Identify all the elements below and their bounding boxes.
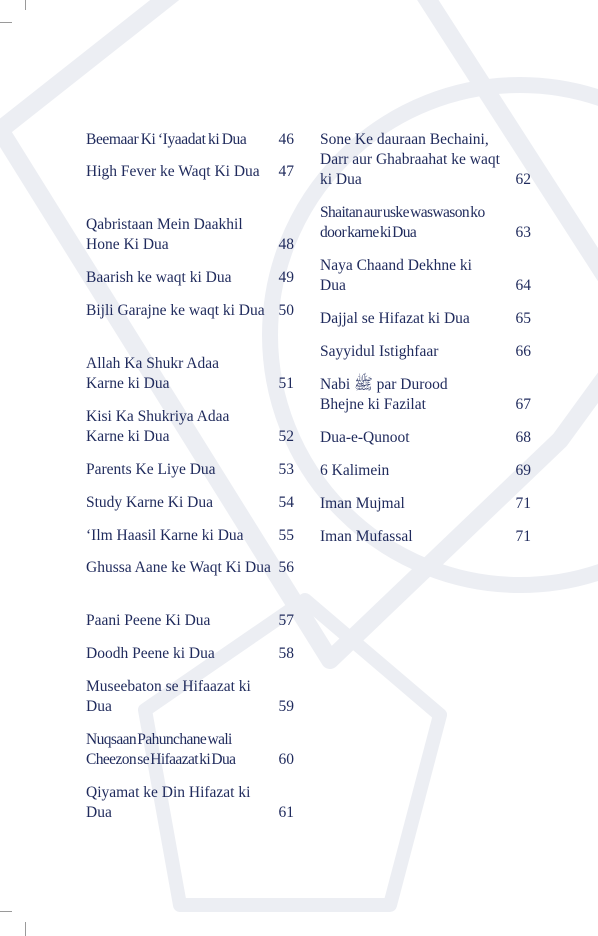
toc-entry-title: Parents Ke Liye Dua — [86, 461, 216, 478]
toc-entry[interactable] — [86, 730, 294, 770]
toc-entry-title: Dua-e-Qunoot — [320, 429, 410, 446]
toc-entry[interactable] — [86, 644, 294, 664]
toc-entry-title: Shaitan aur uske waswason ko door karne ki Dua — [320, 204, 485, 241]
toc-entry-title: Doodh Peene ki Dua — [86, 645, 215, 662]
toc-entry-title: Museebaton se Hifaazat ki Dua — [86, 678, 251, 715]
toc-entry-page-number: 68 — [515, 429, 531, 446]
toc-entry-title: Qiyamat ke Din Hifazat ki Dua — [86, 784, 251, 821]
toc-entry-page-number: 54 — [278, 494, 294, 511]
toc-entry[interactable] — [320, 527, 531, 547]
toc-entry-title: Naya Chaand Dekhne ki Dua — [320, 257, 472, 294]
toc-entry[interactable] — [320, 461, 531, 481]
toc-entry[interactable] — [320, 375, 531, 415]
toc-entry-title: 6 Kalimein — [320, 462, 390, 479]
toc-entry-page-number: 46 — [278, 131, 294, 148]
toc-entry[interactable] — [320, 130, 531, 190]
toc-entry-title: Paani Peene Ki Dua — [86, 612, 211, 629]
toc-entry-page-number: 50 — [278, 302, 294, 319]
toc-entry-page-number: 55 — [278, 527, 294, 544]
toc-entry[interactable] — [86, 130, 294, 150]
toc-entry[interactable] — [86, 215, 294, 255]
toc-entry-title: Nuqsaan Pahunchane wali Cheezon se Hifaazat ki Dua — [86, 731, 236, 768]
toc-entry-page-number: 59 — [278, 698, 294, 715]
toc-entry-page-number: 66 — [515, 343, 531, 360]
toc-entry[interactable] — [86, 783, 294, 823]
toc-entry[interactable] — [86, 460, 294, 480]
toc-entry-page-number: 47 — [278, 163, 294, 180]
toc-entry[interactable] — [320, 309, 531, 329]
toc-entry-page-number: 71 — [515, 495, 531, 512]
toc-entry-page-number: 52 — [278, 428, 294, 445]
toc-entry-title: High Fever ke Waqt Ki Dua — [86, 163, 260, 180]
toc-entry-title: Sayyidul Istighfaar — [320, 343, 439, 360]
toc-entry-page-number: 48 — [278, 236, 294, 253]
toc-entry[interactable] — [86, 407, 294, 447]
toc-entry-page-number: 53 — [278, 461, 294, 478]
toc-entry-title: Iman Mujmal — [320, 495, 405, 512]
toc-entry-page-number: 49 — [278, 269, 294, 286]
crop-mark-bottom-vertical — [25, 922, 26, 936]
toc-entry[interactable] — [320, 342, 531, 362]
toc-entry[interactable] — [320, 203, 531, 243]
toc-entry-title: Study Karne Ki Dua — [86, 494, 213, 511]
toc-entry-page-number: 56 — [278, 559, 294, 576]
toc-entry-page-number: 67 — [515, 396, 531, 413]
toc-entry-page-number: 61 — [278, 804, 294, 821]
toc-entry-page-number: 65 — [515, 310, 531, 327]
toc-entry[interactable] — [86, 354, 294, 394]
toc-entry-title: ‘Ilm Haasil Karne ki Dua — [86, 527, 244, 544]
toc-entry[interactable] — [320, 256, 531, 296]
toc-entry-page-number: 63 — [515, 224, 531, 241]
toc-entry-page-number: 57 — [278, 612, 294, 629]
toc-entry-title: Iman Mufassal — [320, 528, 413, 545]
toc-entry-page-number: 71 — [515, 528, 531, 545]
toc-entry[interactable] — [86, 611, 294, 631]
toc-entry-title: Dajjal se Hifazat ki Dua — [320, 310, 470, 327]
toc-entry[interactable] — [320, 428, 531, 448]
toc-entry-page-number: 62 — [515, 171, 531, 188]
crop-mark-bottom-horizontal — [0, 911, 12, 912]
toc-entry-page-number: 69 — [515, 462, 531, 479]
toc-entry[interactable] — [86, 301, 294, 321]
toc-entry[interactable] — [86, 268, 294, 288]
toc-entry-title: Allah Ka Shukr Adaa Karne ki Dua — [86, 355, 220, 392]
toc-entry-title: Bijli Garajne ke waqt ki Dua — [86, 302, 265, 319]
toc-entry-title: Beemaar Ki ‘Iyaadat ki Dua — [86, 131, 247, 148]
toc-entry-title: Nabi ﷺ par Durood Bhejne ki Fazilat — [320, 376, 448, 413]
toc-entry-title: Qabristaan Mein Daakhil Hone Ki Dua — [86, 216, 243, 253]
toc-entry-title: Ghussa Aane ke Waqt Ki Dua — [86, 559, 271, 576]
toc-entry[interactable] — [86, 162, 294, 182]
toc-entry-page-number: 60 — [278, 751, 294, 768]
toc-entry-title: Sone Ke dauraan Bechaini, Darr aur Ghabraahat ke waqt ki Dua — [320, 131, 500, 188]
crop-mark-top-vertical — [25, 0, 26, 10]
toc-entry[interactable] — [320, 494, 531, 514]
toc-entry-page-number: 51 — [278, 375, 294, 392]
toc-entry[interactable] — [86, 677, 294, 717]
toc-entry-title: Kisi Ka Shukriya Adaa Karne ki Dua — [86, 408, 230, 445]
toc-entry[interactable] — [86, 526, 294, 546]
toc-entry-page-number: 64 — [515, 277, 531, 294]
crop-mark-top-horizontal — [0, 22, 12, 23]
toc-entry-page-number: 58 — [278, 645, 294, 662]
toc-entry[interactable] — [86, 558, 294, 578]
toc-entry-title: Baarish ke waqt ki Dua — [86, 269, 232, 286]
toc-entry[interactable] — [86, 493, 294, 513]
